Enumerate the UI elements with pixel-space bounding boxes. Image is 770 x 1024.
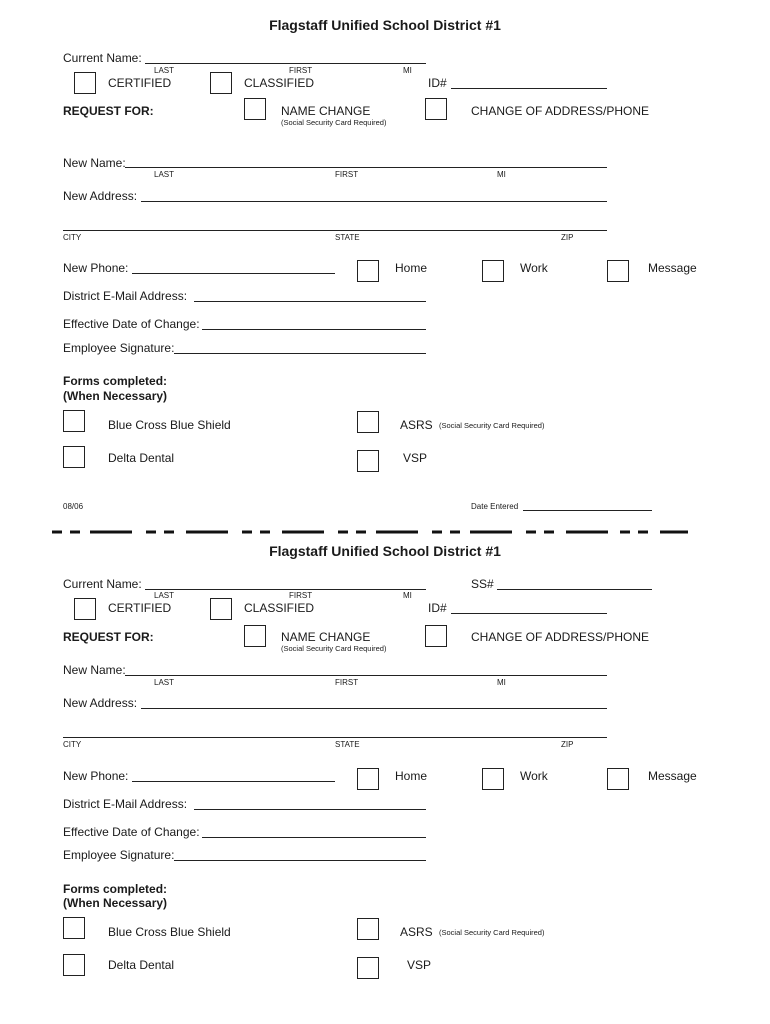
- vsp-label: VSP: [403, 451, 428, 465]
- name-change-checkbox[interactable]: [244, 625, 266, 647]
- id-label: ID#: [428, 76, 447, 90]
- name-change-label: NAME CHANGE: [281, 104, 371, 118]
- mi-sublabel: MI: [403, 66, 412, 75]
- change-address-label: CHANGE OF ADDRESS/PHONE: [471, 104, 650, 118]
- certified-label: CERTIFIED: [108, 601, 172, 615]
- request-for-label: REQUEST FOR:: [63, 630, 154, 644]
- certified-checkbox[interactable]: [74, 598, 96, 620]
- city-state-zip-field[interactable]: [63, 737, 607, 738]
- forms-completed-label: Forms completed:: [63, 374, 168, 388]
- ssc-required-note: (Social Security Card Required): [281, 118, 387, 127]
- new-address-field[interactable]: [141, 201, 607, 202]
- signature-field[interactable]: [174, 860, 426, 861]
- asrs-label: ASRS: [400, 418, 433, 432]
- signature-label: Employee Signature:: [63, 341, 175, 355]
- classified-checkbox[interactable]: [210, 598, 232, 620]
- asrs-label: ASRS: [400, 925, 433, 939]
- mi-sublabel: MI: [497, 678, 506, 687]
- new-name-field[interactable]: [125, 167, 607, 168]
- form1-title: Flagstaff Unified School District #1: [269, 17, 501, 33]
- first-sublabel: FIRST: [289, 66, 313, 75]
- home-label: Home: [395, 261, 428, 275]
- new-address-field[interactable]: [141, 708, 607, 709]
- delta-dental-label: Delta Dental: [108, 451, 175, 465]
- delta-dental-checkbox[interactable]: [63, 954, 85, 976]
- zip-sublabel: ZIP: [561, 233, 574, 242]
- home-checkbox[interactable]: [357, 260, 379, 282]
- ss-field[interactable]: [497, 589, 652, 590]
- current-name-field[interactable]: [145, 589, 426, 590]
- id-field[interactable]: [451, 613, 607, 614]
- form2-title: Flagstaff Unified School District #1: [269, 543, 501, 559]
- message-label: Message: [648, 261, 697, 275]
- asrs-note: (Social Security Card Required): [439, 928, 545, 937]
- new-address-label: New Address:: [63, 696, 138, 710]
- name-change-label: NAME CHANGE: [281, 630, 371, 644]
- effective-date-field[interactable]: [202, 329, 426, 330]
- id-field[interactable]: [451, 88, 607, 89]
- email-label: District E-Mail Address:: [63, 797, 188, 811]
- certified-label: CERTIFIED: [108, 76, 172, 90]
- name-change-checkbox[interactable]: [244, 98, 266, 120]
- vsp-checkbox[interactable]: [357, 450, 379, 472]
- new-phone-label: New Phone:: [63, 769, 129, 783]
- when-necessary-label: (When Necessary): [63, 389, 168, 403]
- work-label: Work: [520, 261, 548, 275]
- work-checkbox[interactable]: [482, 260, 504, 282]
- new-phone-field[interactable]: [132, 781, 335, 782]
- mi-sublabel: MI: [497, 170, 506, 179]
- ssc-required-note: (Social Security Card Required): [281, 644, 387, 653]
- forms-completed-label: Forms completed:: [63, 882, 168, 896]
- current-name-label: Current Name:: [63, 51, 142, 65]
- request-for-label: REQUEST FOR:: [63, 104, 154, 118]
- vsp-label: VSP: [407, 958, 432, 972]
- classified-checkbox[interactable]: [210, 72, 232, 94]
- delta-dental-label: Delta Dental: [108, 958, 175, 972]
- home-label: Home: [395, 769, 428, 783]
- change-address-checkbox[interactable]: [425, 98, 447, 120]
- effective-date-label: Effective Date of Change:: [63, 317, 200, 331]
- first-sublabel: FIRST: [335, 678, 359, 687]
- new-phone-label: New Phone:: [63, 261, 129, 275]
- delta-dental-checkbox[interactable]: [63, 446, 85, 468]
- message-checkbox[interactable]: [607, 260, 629, 282]
- date-entered-label: Date Entered: [471, 502, 519, 511]
- mi-sublabel: MI: [403, 591, 412, 600]
- current-name-field[interactable]: [145, 63, 426, 64]
- id-label: ID#: [428, 601, 447, 615]
- classified-label: CLASSIFIED: [244, 601, 315, 615]
- message-label: Message: [648, 769, 697, 783]
- asrs-checkbox[interactable]: [357, 411, 379, 433]
- effective-date-field[interactable]: [202, 837, 426, 838]
- cut-line-separator: [0, 529, 770, 535]
- classified-label: CLASSIFIED: [244, 76, 315, 90]
- bcbs-checkbox[interactable]: [63, 917, 85, 939]
- last-sublabel: LAST: [154, 170, 175, 179]
- email-field[interactable]: [194, 809, 426, 810]
- ss-label: SS#: [471, 577, 494, 591]
- new-address-label: New Address:: [63, 189, 138, 203]
- signature-field[interactable]: [174, 353, 426, 354]
- new-phone-field[interactable]: [132, 273, 335, 274]
- city-state-zip-field[interactable]: [63, 230, 607, 231]
- email-label: District E-Mail Address:: [63, 289, 188, 303]
- effective-date-label: Effective Date of Change:: [63, 825, 200, 839]
- when-necessary-label: (When Necessary): [63, 896, 168, 910]
- state-sublabel: STATE: [335, 233, 360, 242]
- work-label: Work: [520, 769, 548, 783]
- asrs-note: (Social Security Card Required): [439, 421, 545, 430]
- new-name-label: New Name:: [63, 663, 126, 677]
- last-sublabel: LAST: [154, 591, 175, 600]
- zip-sublabel: ZIP: [561, 740, 574, 749]
- bcbs-checkbox[interactable]: [63, 410, 85, 432]
- change-address-checkbox[interactable]: [425, 625, 447, 647]
- asrs-checkbox[interactable]: [357, 918, 379, 940]
- last-sublabel: LAST: [154, 678, 175, 687]
- vsp-checkbox[interactable]: [357, 957, 379, 979]
- current-name-label: Current Name:: [63, 577, 142, 591]
- certified-checkbox[interactable]: [74, 72, 96, 94]
- work-checkbox[interactable]: [482, 768, 504, 790]
- message-checkbox[interactable]: [607, 768, 629, 790]
- first-sublabel: FIRST: [335, 170, 359, 179]
- city-sublabel: CITY: [63, 233, 82, 242]
- city-sublabel: CITY: [63, 740, 82, 749]
- new-name-field[interactable]: [125, 675, 607, 676]
- bcbs-label: Blue Cross Blue Shield: [108, 418, 231, 432]
- first-sublabel: FIRST: [289, 591, 313, 600]
- new-name-label: New Name:: [63, 156, 126, 170]
- form-code: 08/06: [63, 502, 84, 511]
- last-sublabel: LAST: [154, 66, 175, 75]
- signature-label: Employee Signature:: [63, 848, 175, 862]
- bcbs-label: Blue Cross Blue Shield: [108, 925, 231, 939]
- email-field[interactable]: [194, 301, 426, 302]
- home-checkbox[interactable]: [357, 768, 379, 790]
- date-entered-field[interactable]: [523, 510, 652, 511]
- state-sublabel: STATE: [335, 740, 360, 749]
- change-address-label: CHANGE OF ADDRESS/PHONE: [471, 630, 650, 644]
